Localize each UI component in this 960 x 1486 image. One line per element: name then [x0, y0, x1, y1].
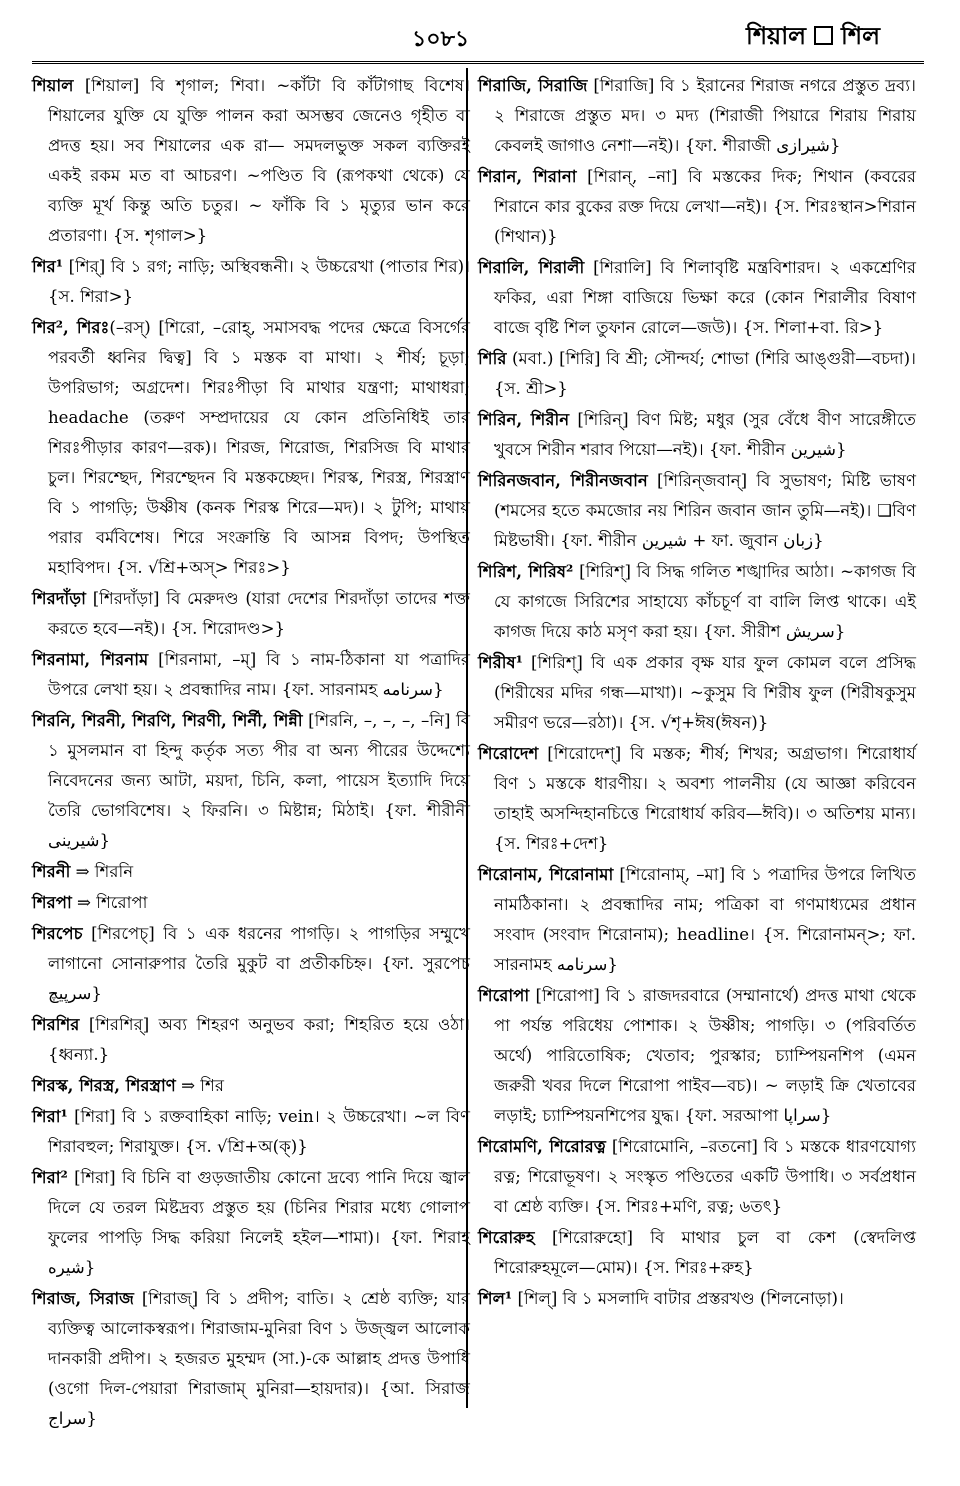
entry-headword: শিরিন, শিরীন	[478, 409, 570, 429]
dictionary-entry	[478, 465, 916, 556]
dictionary-entry	[478, 556, 916, 647]
dictionary-entry	[478, 1222, 916, 1283]
entry-definition: [শিরিশ্] বি এক প্রকার বৃক্ষ যার ফুল কোমল বলে প্রসিদ্ধ (শিরীষের মদির গন্ধ—মাখা)। ~কুসুম বি শিরীষ ফুল (শিরীষকুসুম সমীরণ ভরে—রঠা)। {স. √শৃ+ঈষ(ঈষন)}	[494, 653, 916, 732]
entry-definition: [শিরোদেশ্] বি মস্তক; শীর্ষ; শিখর; অগ্রভাগ। শিরোধার্য বিণ ১ মস্তকে ধারণীয়। ২ অবশ্য পালনীয় (যে আজ্ঞা করিবেন তাহাই অসন্দিহানচিত্তে শিরোধার্য করিব—ঈবি)। ৩ অতিশয় মান্য। {স. শিরঃ+দেশ}	[494, 744, 916, 853]
page-header	[0, 0, 960, 60]
entry-headword: শিরোরুহ	[478, 1227, 535, 1247]
entry-headword: শিরপেচ	[32, 923, 83, 943]
dictionary-entry	[478, 1131, 916, 1222]
dictionary-entry	[32, 312, 470, 583]
entry-headword: শিরশির	[32, 1014, 80, 1034]
entry-headword: শিয়াল	[32, 75, 74, 95]
dictionary-entry	[478, 343, 916, 404]
entry-definition: [শিরান্, –না] বি মস্তকের দিক; শিথান (কবরের শিরানে কার বুকের রক্ত দিয়ে লেখা—নই)। {স. শিরঃস্থান>শিরান (শিথান)}	[494, 167, 916, 246]
dictionary-entry	[32, 1009, 470, 1070]
entry-definition: [শিরশির্] অব্য শিহরণ অনুভব করা; শিহরিত হয়ে ওঠা। {ধ্বন্যা.}	[48, 1015, 470, 1064]
dictionary-entry	[32, 1101, 470, 1162]
entry-headword: শিরনী	[32, 861, 71, 881]
guide-words	[746, 18, 880, 58]
entry-definition: [শিরোনাম্, –মা] বি ১ পত্রাদির উপরে লিখিত নামঠিকানা। ২ প্রবন্ধাদির নাম; পত্রিকা বা গণমাধ্যমের প্রধান সংবাদ (সংবাদ শিরোনাম); headline। {স. শিরোনামন্>; ফা. সারনামহ سرنامه}	[494, 865, 916, 974]
entry-headword: শিরাজ, সিরাজ	[32, 1288, 134, 1308]
entry-headword: শিরোদেশ	[478, 743, 539, 763]
entry-headword: শিরা¹	[32, 1106, 68, 1126]
entry-definition: [শিরপেচ্] বি ১ এক ধরনের পাগড়ি। ২ পাগড়ির সম্মুখে লাগানো সোনারুপার তৈরি মুকুট বা প্রতীকচিহ্ন। {ফা. সুরপেচ سرپیچ}	[48, 924, 470, 1003]
left-column	[32, 70, 470, 1434]
dictionary-entry	[32, 887, 470, 918]
guide-first-word: শিয়াল	[745, 21, 807, 50]
guide-separator-box-icon	[814, 26, 833, 45]
entry-definition: [শিরালি] বি শিলাবৃষ্টি মন্ত্রবিশারদ। ২ একশ্রেণির ফকির, এরা শিঙ্গা বাজিয়ে ভিক্ষা করে (কোন শিরালীর বিষাণ বাজে বৃষ্টি শিল তুফান রোলে—জউ)। {স. শিলা+বা. রি>}	[494, 258, 916, 337]
entry-definition: [শিরিশ্] বি সিদ্ধ গলিত শঙ্খাদির আঠা। ~কাগজ বি যে কাগজে সিরিশের সাহায্যে কাঁচচূর্ণ বা বালি লিপ্ত থাকে। এই কাগজ দিয়ে কাঠ মসৃণ করা হয়। {ফা. সীরীশ سریش}	[494, 562, 917, 641]
entry-definition: [শিরোমোনি, –রতনো] বি ১ মস্তকে ধারণযোগ্য রত্ন; শিরোভূষণ। ২ সংস্কৃত পণ্ডিতের একটি উপাধি। ৩ সর্বপ্রধান বা শ্রেষ্ঠ ব্যক্তি। {স. শিরঃ+মণি, রত্ন; ৬তৎ}	[494, 1137, 916, 1216]
dictionary-entry	[478, 738, 916, 859]
dictionary-entry	[32, 251, 470, 312]
entry-headword: শিল¹	[478, 1288, 513, 1308]
dictionary-entry	[478, 252, 916, 343]
guide-last-word: শিল	[841, 21, 880, 50]
entry-headword: শিরপা	[32, 892, 72, 912]
entry-headword: শিরোনাম, শিরোনামা	[478, 864, 614, 884]
entry-headword: শির², শিরঃ	[32, 317, 110, 337]
entry-headword: শিরীষ¹	[478, 652, 523, 672]
entry-definition: [শিরা] বি ১ রক্তবাহিকা নাড়ি; vein। ২ উচ্চরেখা। ~ল বিণ শিরাবহুল; শিরাযুক্ত। {স. √শ্রি+অ(ক্)}	[48, 1107, 470, 1156]
entry-definition: [শিরাজ্] বি ১ প্রদীপ; বাতি। ২ শ্রেষ্ঠ ব্যক্তি; যার ব্যক্তিত্ব আলোকস্বরূপ। শিরাজাম-মুনিরা বিণ ১ উজ্জ্বল আলোক দানকারী প্রদীপ। ২ হজরত মুহম্মদ (সা.)-কে আল্লাহ প্রদত্ত উপাধি (ওগো দিল-পেয়ারা শিরাজাম্ মুনিরা—হায়দার)। {আ. সিরাজ سراج}	[48, 1289, 470, 1428]
entry-definition: [শিরাজি] বি ১ ইরানের শিরাজ নগরে প্রস্তুত দ্রব্য। ২ শিরাজে প্রস্তুত মদ। ৩ মদ্য (শিরাজী পিয়ারে শিরায় শিরায় কেবলই জাগাও নেশা—নই)। {ফা. শীরাজী شیرازی}	[494, 76, 916, 155]
dictionary-entry	[32, 70, 470, 251]
entry-headword: শিরাজি, সিরাজি	[478, 75, 588, 95]
entry-definition: ⇒ শিরনি	[70, 862, 134, 881]
dictionary-entry	[32, 1283, 470, 1434]
entry-headword: শিরান, শিরানা	[478, 166, 577, 186]
entry-headword: শিরা²	[32, 1167, 68, 1187]
entry-definition: ⇒ শির	[175, 1076, 224, 1095]
entry-headword: শিরদাঁড়া	[32, 588, 86, 608]
entry-headword: শিরোপা	[478, 985, 530, 1005]
entry-headword: শিরোমণি, শিরোরত্ন	[478, 1136, 606, 1156]
entry-definition: [শিরদাঁড়া] বি মেরুদণ্ড (যারা দেশের শিরদাঁড়া তাদের শক্ত করতে হবে—নই)। {স. শিরোদণ্ড>}	[48, 589, 470, 638]
entry-definition: [শিয়াল] বি শৃগাল; শিবা। ~কাঁটা বি কাঁটাগাছ বিশেষ। শিয়ালের যুক্তি যে যুক্তি পালন করা অসম্ভব জেনেও গৃহীত বা প্রদত্ত হয়। সব শিয়ালের এক রা— সমদলভুক্ত সকল ব্যক্তিরই একই রকম মত বা আচরণ। ~পণ্ডিত বি (রূপকথা থেকে) যে ব্যক্তি মূর্খ কিন্তু অতি চতুর। ~ ফাঁকি বি ১ মৃত্যুর ভান করে প্রতারণা। {স. শৃগাল>}	[48, 76, 470, 245]
entry-definition: [শিরিন্] বিণ মিষ্ট; মধুর (সুর বেঁধে বীণ সারেঙ্গীতে খুবসে শিরীন শরাব পিয়ো—নই)। {ফা. শীরীন شیرین}	[494, 410, 916, 459]
dictionary-entry	[32, 918, 470, 1009]
entry-definition: ⇒ শিরোপা	[71, 893, 148, 912]
entry-definition: (মবা.) [শিরি] বি শ্রী; সৌন্দর্য; শোভা (শিরি আঙ্গুরী—বচদা)। {স. শ্রী>}	[494, 349, 916, 398]
entry-definition: [শির্] বি ১ রগ; নাড়ি; অস্থিবন্ধনী। ২ উচ্চরেখা (পাতার শির)। {স. শিরা>}	[48, 257, 470, 306]
header-rule	[32, 61, 924, 64]
entry-definition: [শিরিন্‌জবান্] বি সুভাষণ; মিষ্টি ভাষণ (শমসের হতে কমজোর নয় শিরিন জবান জান তুমি—নই)। ❑বিণ মিষ্টভাষী। {ফা. শীরীন شیرین + ফা. জুবান زبان}	[494, 471, 917, 550]
dictionary-entry	[32, 583, 470, 644]
dictionary-entry	[32, 856, 470, 887]
entry-definition: [শিল্] বি ১ মসলাদি বাটার প্রস্তরখণ্ড (শিলনোড়া)।	[512, 1289, 844, 1308]
entry-headword: শিরনামা, শিরনাম	[32, 649, 149, 669]
dictionary-entry	[32, 705, 470, 856]
entry-definition: [শিরোপা] বি ১ রাজদরবারে (সম্মানার্থে) প্রদত্ত মাথা থেকে পা পর্যন্ত পরিধেয় পোশাক। ২ উষ্ণীষ; পাগড়ি। ৩ (পরিবর্তিত অর্থে) পারিতোষিক; খেতাব; পুরস্কার; চ্যাম্পিয়নশিপ (এমন জরুরী খবর দিলে শিরোপা পাইব—বচ)। ~ লড়াই ক্রি খেতাবের লড়াই; চ্যাম্পিয়নশিপের যুদ্ধ। {ফা. সরআপা سراپا}	[494, 986, 916, 1125]
dictionary-entry	[478, 161, 916, 252]
entry-headword: শিরিশ, শিরিষ²	[478, 561, 574, 581]
entry-headword: শির¹	[32, 256, 63, 276]
entry-definition: [শিরনি, –, –, –, –নি] বি ১ মুসলমান বা হিন্দু কর্তৃক সত্য পীর বা অন্য পীরের উদ্দেশ্যে নিবেদনের জন্য আটা, ময়দা, চিনি, কলা, পায়েস ইত্যাদি দিয়ে তৈরি ভোগবিশেষ। ২ ফিরনি। ৩ মিষ্টান্ন; মিঠাই। {ফা. শীরীনী شیرینی}	[48, 711, 470, 850]
dictionary-entry	[478, 1283, 916, 1314]
entry-definition: (–রস্) [শিরো, –রোহ্, সমাসবদ্ধ পদের ক্ষেত্রে বিসর্গের পরবর্তী ধ্বনির দ্বিত্ব] বি ১ মস্তক বা মাথা। ২ শীর্ষ; চূড়া; উপরিভাগ; অগ্রদেশ। শিরঃপীড়া বি মাথার যন্ত্রণা; মাথাধরা; headache (তরুণ সম্প্রদায়ের যে কোন প্রতিনিধিই তার শিরঃপীড়ার কারণ—রক)। শিরজ, শিরোজ, শিরসিজ বি মাথার চুল। শিরশ্ছেদ, শিরশ্ছেদন বি মস্তকচ্ছেদ। শিরস্ক, শিরস্ত্র, শিরস্ত্রাণ বি ১ পাগড়ি; উষ্ণীষ (কনক শিরস্ক শিরে—মদ)। ২ টুপি; মাথায় পরার বর্মবিশেষ। শিরে সংক্রান্তি বি আসন্ন বিপদ; উপস্থিত মহাবিপদ। {স. √শ্রি+অস্> শিরঃ>}	[48, 318, 470, 577]
entry-definition: [শিরনামা, –ম্] বি ১ নাম-ঠিকানা যা পত্রাদির উপরে লেখা হয়। ২ প্রবন্ধাদির নাম। {ফা. সারনামহ سرنامه}	[48, 650, 470, 699]
dictionary-entry	[32, 1070, 470, 1101]
entry-headword: শিরনি, শিরনী, শিরণি, শিরণী, শির্নী, শিন্নী	[32, 710, 303, 730]
dictionary-entry	[32, 644, 470, 705]
page-number: ১০৮১	[412, 26, 470, 52]
dictionary-entry	[478, 859, 916, 980]
entry-definition: [শিরা] বি চিনি বা গুড়জাতীয় কোনো দ্রব্যে পানি দিয়ে জ্বাল দিলে যে তরল মিষ্টদ্রব্য প্রস্তুত হয় (চিনির শিরার মধ্যে গোলাপ ফুলের পাপড়ি সিদ্ধ করিয়া নিলেই হইল—শামা)। {ফা. শিরাহ شیره}	[48, 1168, 470, 1277]
right-column	[478, 70, 916, 1314]
dictionary-entry	[478, 404, 916, 465]
entry-headword: শিরস্ক, শিরস্ত্র, শিরস্ত্রাণ	[32, 1075, 176, 1095]
dictionary-entry	[478, 647, 916, 738]
entry-definition: [শিরোরুহো] বি মাথার চুল বা কেশ (স্বেদলিপ্ত শিরোরুহমূলে—মোম)। {স. শিরঃ+রুহ}	[494, 1228, 916, 1277]
dictionary-entry	[478, 980, 916, 1131]
entry-headword: শিরিনজবান, শিরীনজবান	[478, 470, 648, 490]
entry-headword: শিরি	[478, 348, 507, 368]
dictionary-entry	[32, 1162, 470, 1283]
entry-headword: শিরালি, শিরালী	[478, 257, 585, 277]
dictionary-entry	[478, 70, 916, 161]
column-divider	[466, 68, 468, 1408]
